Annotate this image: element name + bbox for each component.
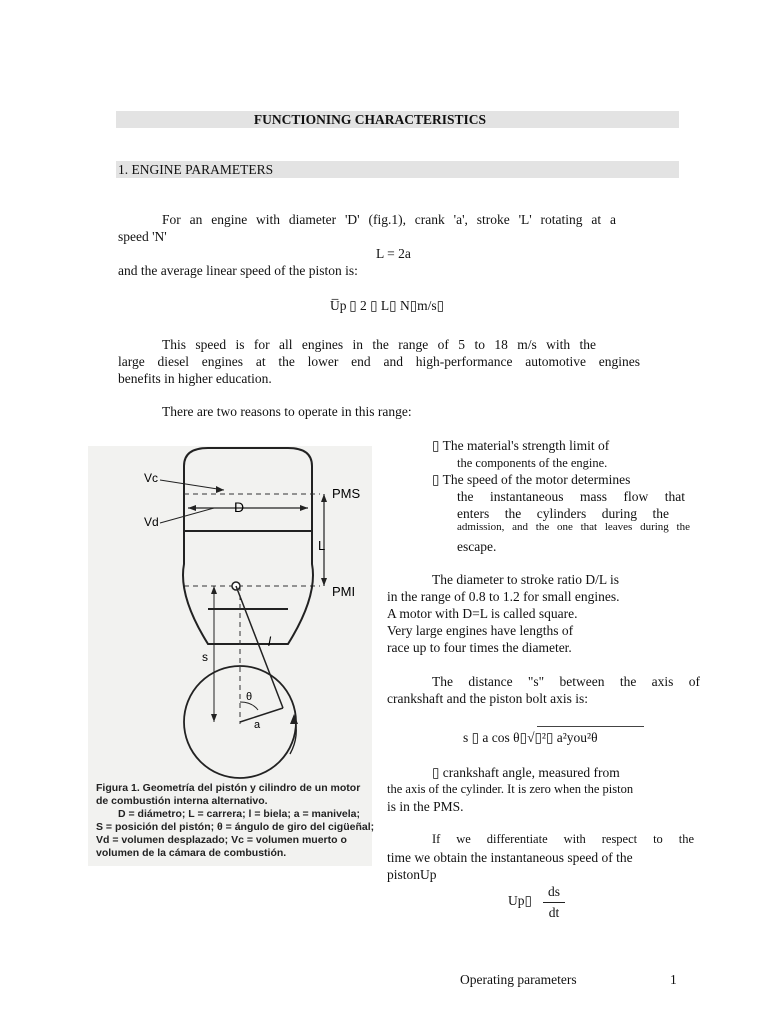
label-pms: PMS <box>332 486 361 501</box>
caption-line: Figura 1. Geometría del pistón y cilindro de un motor <box>96 782 361 794</box>
ratio-line-4: Very large engines have lengths of <box>387 623 574 638</box>
reasons-intro: There are two reasons to operate in this range: <box>162 404 412 419</box>
label-vc: Vc <box>144 471 159 485</box>
intro-line-1: For an engine with diameter 'D' (fig.1), crank 'a', stroke 'L' rotating at a <box>162 212 616 227</box>
l-arrow-top <box>321 494 327 502</box>
diff-line-3: pistonUp <box>387 867 437 882</box>
page-number: 1 <box>670 972 677 987</box>
bullet-2-line-4: admission, and the one that leaves during the <box>457 521 690 533</box>
footer-label: Operating parameters <box>460 972 577 987</box>
vd-leader <box>160 508 214 523</box>
bullet-text: The speed of the motor determines <box>442 472 631 487</box>
vc-leader <box>160 480 224 490</box>
bullet-2-line-5: escape. <box>457 539 497 554</box>
label-vd: Vd <box>144 515 159 529</box>
crank-arm <box>240 708 283 722</box>
section-heading: 1. ENGINE PARAMETERS <box>118 162 274 177</box>
angle-line-2: the axis of the cylinder. It is zero when the piston <box>387 782 634 796</box>
bullet-2-line-3: enters the cylinders during the <box>457 506 669 521</box>
equation-s: s ▯ a cos θ▯√▯²▯ a²you²θ <box>463 730 598 745</box>
diff-line-1: If we differentiate with respect to the <box>432 832 694 846</box>
label-l: L <box>318 538 326 553</box>
equation-v-lhs: Up▯ <box>508 893 532 908</box>
ratio-line-5: race up to four times the diameter. <box>387 640 572 655</box>
bullet-1-line-1 <box>432 437 609 454</box>
bullet-2-line-2: the instantaneous mass flow that <box>457 489 685 504</box>
ratio-line-2: in the range of 0.8 to 1.2 for small engines. <box>387 589 620 604</box>
label-pmi: PMI <box>332 584 356 599</box>
label-theta: θ <box>246 691 253 703</box>
distance-line-2: crankshaft and the piston bolt axis is: <box>387 691 588 706</box>
equation-l: L = 2a <box>376 246 411 261</box>
distance-line-1: The distance "s" between the axis of <box>432 674 700 689</box>
caption-line: volumen de la cámara de combustión. <box>96 847 287 859</box>
para2-line-3: benefits in higher education. <box>118 371 272 386</box>
angle-line-3: is in the PMS. <box>387 799 464 814</box>
intro-line-2: speed 'N' <box>118 229 167 244</box>
equation-v-denominator: dt <box>548 905 560 920</box>
label-s: s <box>202 650 208 664</box>
theta-arc <box>240 702 258 710</box>
fraction-bar <box>543 902 565 903</box>
caption-line: D = diámetro; L = carrera; l = biela; a = manivela; <box>118 808 360 820</box>
s-arrow-top <box>211 586 217 594</box>
label-rod: l <box>268 634 271 649</box>
sqrt-overline <box>537 726 644 727</box>
ratio-line-3: A motor with D=L is called square. <box>387 606 578 621</box>
caption-line: S = posición del pistón; θ = ángulo de giro del cigüeñal; <box>96 821 375 833</box>
bullet-2-line-1 <box>432 471 630 488</box>
label-a: a <box>254 719 261 731</box>
cylinder-head <box>184 448 312 531</box>
l-arrow-bottom <box>321 578 327 586</box>
s-arrow-bottom <box>211 714 217 722</box>
caption-line: Vd = volumen desplazado; Vc = volumen muerto o <box>96 834 347 846</box>
bullet-1-line-2: the components of the engine. <box>457 456 608 470</box>
intro-line-3: and the average linear speed of the piston is: <box>118 263 358 278</box>
bullet-text: The material's strength limit of <box>442 438 610 453</box>
equation-mean-speed: U̅p ▯ 2 ▯ L▯ N▯m/s▯ <box>330 298 445 313</box>
d-arrow-left <box>188 505 196 511</box>
label-d: D <box>234 499 245 515</box>
diff-line-2: time we obtain the instantaneous speed of the <box>387 850 633 865</box>
connecting-rod <box>236 586 283 708</box>
figure-caption <box>96 782 374 860</box>
caption-line: de combustión interna alternativo. <box>96 795 268 807</box>
bullet-marker: ▯ <box>432 438 440 453</box>
para2-line-1: This speed is for all engines in the range of 5 to 18 m/s with the <box>162 337 596 352</box>
page-title: FUNCTIONING CHARACTERISTICS <box>253 112 487 127</box>
piston <box>183 531 313 644</box>
angle-line-1: ▯ crankshaft angle, measured from <box>432 765 620 780</box>
d-arrow-right <box>300 505 308 511</box>
para2-line-2: large diesel engines at the lower end and high-performance automotive engines <box>118 354 640 369</box>
ratio-line-1: The diameter to stroke ratio D/L is <box>432 572 619 587</box>
vc-arrow <box>216 486 224 493</box>
bullet-marker: ▯ <box>432 472 440 487</box>
equation-v-numerator: ds <box>547 884 560 899</box>
